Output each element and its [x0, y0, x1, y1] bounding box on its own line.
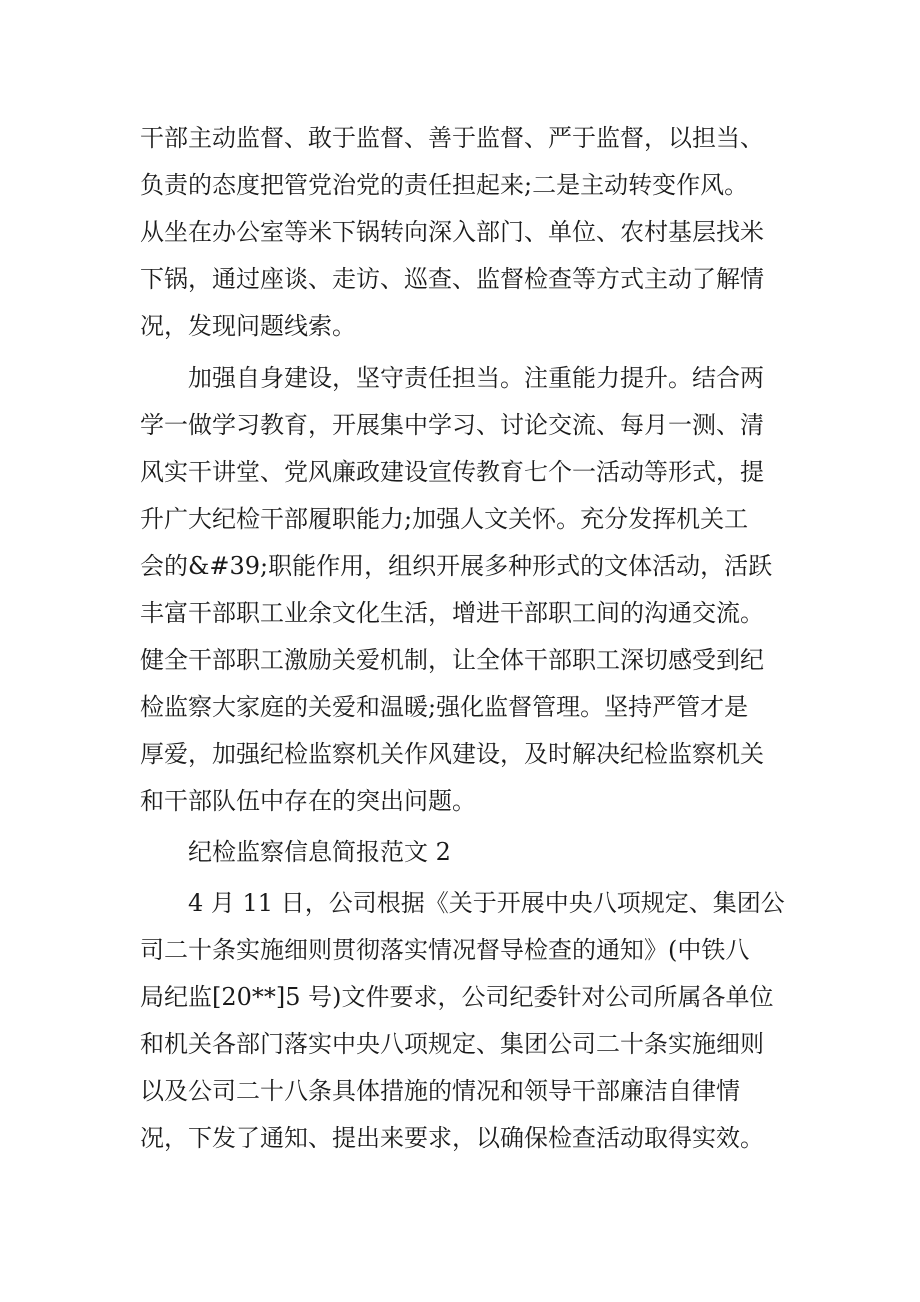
text-line: 从坐在办公室等米下锅转向深入部门、单位、农村基层找米	[140, 218, 764, 246]
text-line: 厚爱，加强纪检监察机关作风建设，及时解决纪检监察机关	[140, 740, 764, 768]
text-line: 健全干部职工激励关爱机制，让全体干部职工深切感受到纪	[140, 646, 764, 674]
text-line: 下锅，通过座谈、走访、巡查、监督检查等方式主动了解情	[140, 265, 764, 293]
text-line: 以及公司二十八条具体措施的情况和领导干部廉洁自律情	[140, 1077, 740, 1105]
text-line: 会的&#39;职能作用，组织开展多种形式的文体活动，活跃	[140, 552, 773, 580]
section-heading: 纪检监察信息简报范文 2	[188, 838, 451, 866]
text-line: 风实干讲堂、党风廉政建设宣传教育七个一活动等形式，提	[140, 458, 764, 486]
text-line: 升广大纪检干部履职能力;加强人文关怀。充分发挥机关工	[140, 505, 749, 533]
text-line: 负责的态度把管党治党的责任担起来;二是主动转变作风。	[140, 171, 749, 199]
text-line: 况，发现问题线索。	[140, 312, 356, 340]
text-line: 和干部队伍中存在的突出问题。	[140, 787, 476, 815]
text-line: 丰富干部职工业余文化生活，增进干部职工间的沟通交流。	[140, 599, 764, 627]
text-line: 司二十条实施细则贯彻落实情况督导检查的通知》(中铁八	[140, 936, 750, 964]
text-line: 检监察大家庭的关爱和温暖;强化监督管理。坚持严管才是	[140, 693, 749, 721]
paragraph-first-line: 4 月 11 日，公司根据《关于开展中央八项规定、集团公	[188, 889, 785, 917]
text-line: 学一做学习教育，开展集中学习、讨论交流、每月一测、清	[140, 411, 764, 439]
text-line: 干部主动监督、敢于监督、善于监督、严于监督，以担当、	[140, 124, 764, 152]
text-line: 况，下发了通知、提出来要求，以确保检查活动取得实效。	[140, 1124, 764, 1152]
text-line: 和机关各部门落实中央八项规定、集团公司二十条实施细则	[140, 1030, 764, 1058]
text-line: 局纪监[20**]5 号)文件要求，公司纪委针对公司所属各单位	[140, 983, 774, 1011]
paragraph-first-line: 加强自身建设，坚守责任担当。注重能力提升。结合两	[188, 364, 764, 392]
